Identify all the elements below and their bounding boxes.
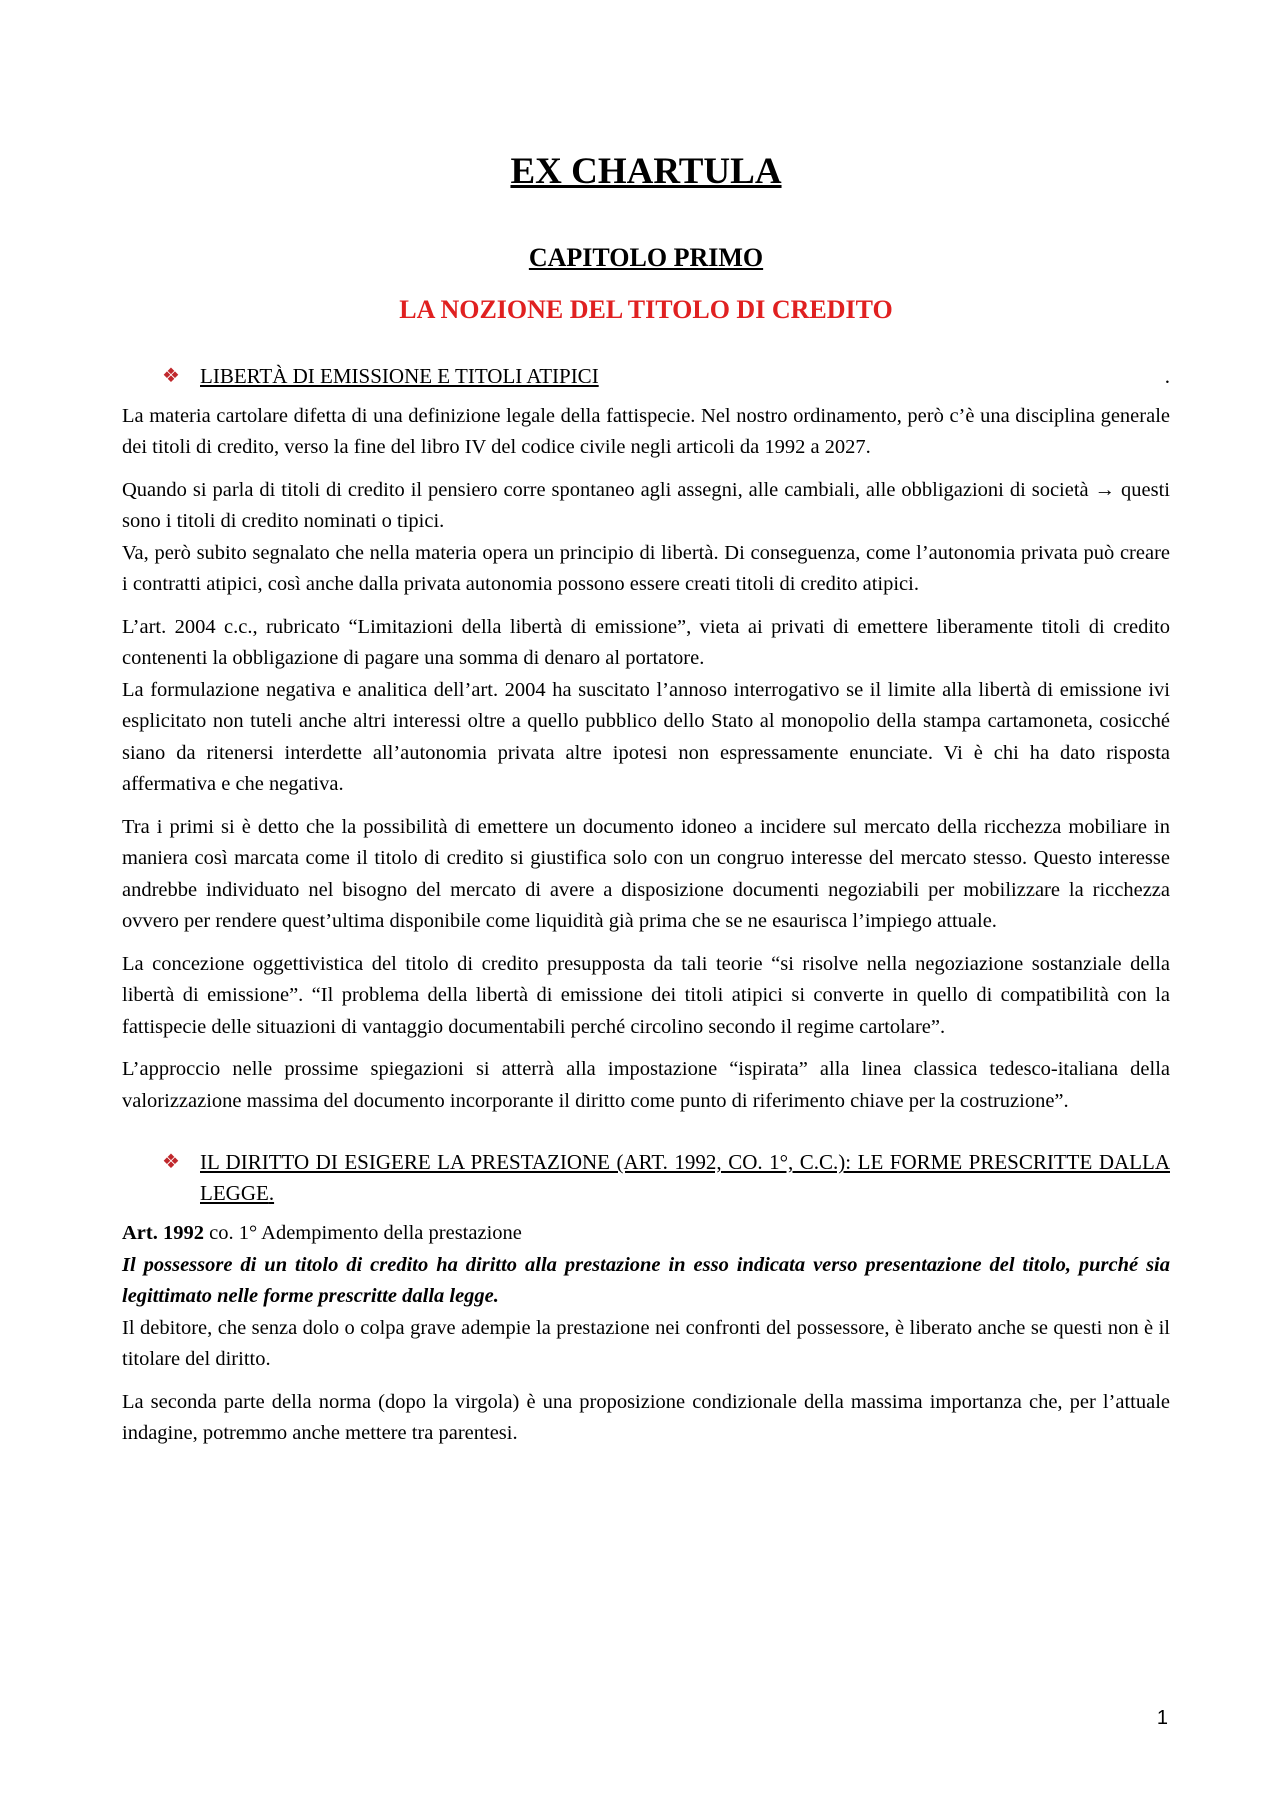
paragraph: La seconda parte della norma (dopo la virgola) è una proposizione condizionale della massima importanza che, per l’attuale indagine, potremmo anche mettere tra parentesi. xyxy=(122,1390,1170,1445)
paragraph-group xyxy=(122,1387,1170,1450)
section-heading-diritto xyxy=(122,1147,1170,1209)
chapter-label: CAPITOLO PRIMO xyxy=(528,243,764,273)
diamond-bullet-icon: ❖ xyxy=(162,1151,180,1174)
paragraph-group xyxy=(122,475,1170,601)
paragraph-group xyxy=(122,812,1170,938)
diamond-bullet-icon: ❖ xyxy=(162,364,180,387)
chapter-title: LA NOZIONE DEL TITOLO DI CREDITO xyxy=(399,294,893,324)
document-title: EX CHARTULA xyxy=(510,151,782,192)
paragraph-group xyxy=(122,401,1170,464)
article-block xyxy=(122,1218,1170,1376)
section-heading-tail: . xyxy=(1164,363,1170,388)
section-heading-text: LIBERTÀ DI EMISSIONE E TITOLI ATIPICI xyxy=(200,363,599,388)
paragraph-group xyxy=(122,949,1170,1044)
paragraph-group xyxy=(122,1054,1170,1117)
paragraph-group xyxy=(122,612,1170,801)
paragraph: L’approccio nelle prossime spiegazioni si atterrà alla impostazione “ispirata” alla linea classica tedesco-italiana della valorizzazione massima del documento incorporante il diritto come punto di riferimento chiave per la costruzione”. xyxy=(122,1058,1170,1112)
section-body-liberta xyxy=(122,401,1170,1118)
article-label: Art. 1992 xyxy=(122,1222,204,1245)
article-continuation: Il debitore, che senza dolo o colpa grave adempie la prestazione nei confronti del possessore, è liberato anche se questi non è il titolare del diritto. xyxy=(122,1316,1170,1371)
article-quote: Il possessore di un titolo di credito ha diritto alla prestazione in esso indicata verso presentazione del titolo, purché sia legittimato nelle forme prescritte dalla legge. xyxy=(122,1253,1170,1308)
article-rubric: co. 1° Adempimento della prestazione xyxy=(203,1222,522,1245)
paragraph: La materia cartolare difetta di una definizione legale della fattispecie. Nel nostro ordinamento, però c’è una disciplina generale dei titoli di credito, verso la fine del libro IV del codice civile negli articoli da 1992 a 2027. xyxy=(122,404,1170,459)
paragraph: La concezione oggettivistica del titolo di credito presupposta da tali teorie “si risolve nella negoziazione sostanziale della libertà di emissione”. “Il problema della libertà di emissione dei titoli atipici si converte in quello di compatibilità con la fattispecie delle situazioni di vantaggio documentabili perché circolino secondo il regime cartolare”. xyxy=(122,952,1170,1038)
article-reference xyxy=(122,1218,1170,1250)
section-heading-text: IL DIRITTO DI ESIGERE LA PRESTAZIONE (ART. 1992, CO. 1°, C.C.): LE FORME PRESCRITTE DALLA LEGGE xyxy=(200,1150,1170,1206)
paragraph: L’art. 2004 c.c., rubricato “Limitazioni della libertà di emissione”, vieta ai privati di emettere liberamente titoli di credito contenenti la obbligazione di pagare una somma di denaro al portatore. xyxy=(122,615,1170,670)
section-body-diritto xyxy=(122,1218,1170,1450)
page-number: 1 xyxy=(1156,1707,1168,1729)
paragraph: La formulazione negativa e analitica dell’art. 2004 ha suscitato l’annoso interrogativo se il limite alla libertà di emissione ivi esplicitato non tuteli anche altri interessi oltre a quello pubblico dello Stato al monopolio della stampa cartamoneta, cosicché siano da ritenersi interdette all’autonomia privata altre ipotesi non espressamente enunciate. Vi è chi ha dato risposta affermativa e che negativa. xyxy=(122,678,1170,796)
page-content xyxy=(122,150,1170,1450)
section-heading-tail: . xyxy=(268,1181,275,1206)
paragraph: Va, però subito segnalato che nella materia opera un principio di libertà. Di conseguenza, come l’autonomia privata può creare i contratti atipici, così anche dalla privata autonomia possono essere creati titoli di credito atipici. xyxy=(122,541,1170,596)
paragraph: Tra i primi si è detto che la possibilità di emettere un documento idoneo a incidere sul mercato della ricchezza mobiliare in maniera così marcata come il titolo di credito si giustifica solo con un congruo interesse del mercato stesso. Questo interesse andrebbe individuato nel bisogno del mercato di avere a disposizione documenti negoziabili per mobilizzare la ricchezza ovvero per rendere quest’ultima disponibile come liquidità già prima che se ne esaurisca l’impiego attuale. xyxy=(122,815,1170,933)
section-heading-liberta xyxy=(122,361,1170,392)
paragraph: Quando si parla di titoli di credito il pensiero corre spontaneo agli assegni, alle cambiali, alle obbligazioni di società → questi sono i titoli di credito nominati o tipici. xyxy=(122,478,1170,533)
